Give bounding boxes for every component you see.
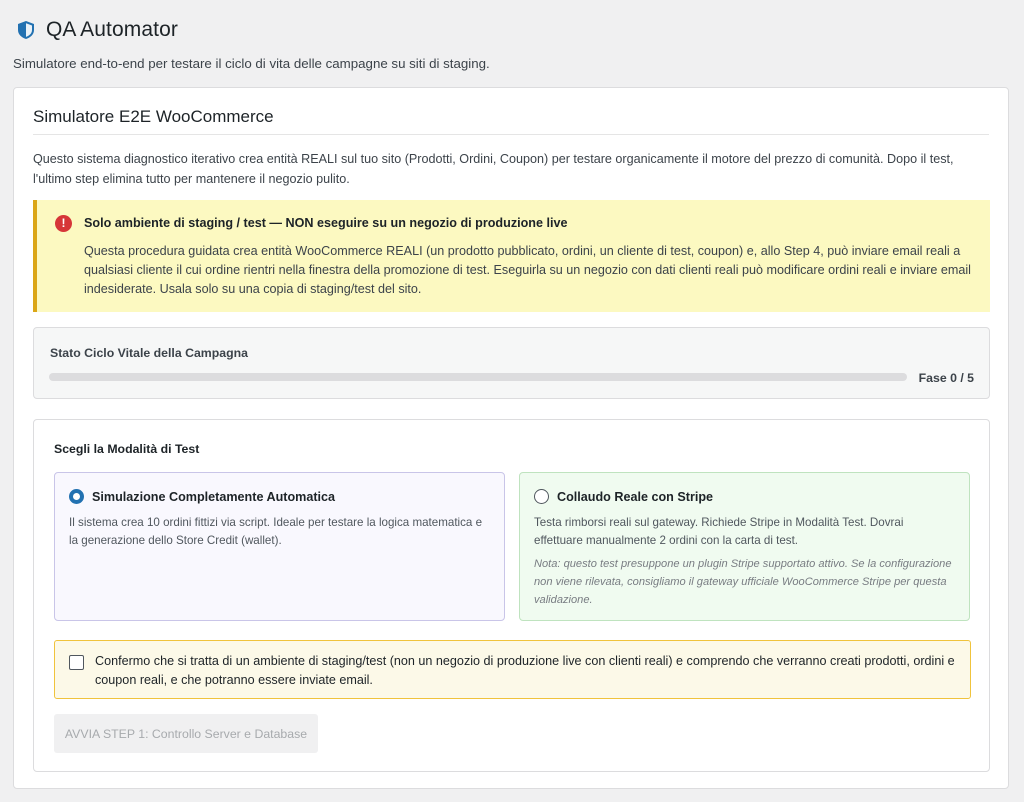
staging-warning-notice [33,200,990,312]
card-title: Simulatore E2E WooCommerce [33,107,274,126]
status-title: Stato Ciclo Vitale della Campagna [50,346,248,360]
radio-stripe[interactable] [534,489,549,504]
phase-label: Fase 0 / 5 [918,371,974,385]
progress-bar [49,373,907,381]
option-note: Nota: questo test presuppone un plugin Stripe supportato attivo. Se la configurazione non viene rilevata, consigliamo il gateway ufficiale WooCommerce Stripe per questa validazione. [534,558,952,606]
option-description: Il sistema crea 10 ordini fittizi via script. Ideale per testare la logica matematica e la generazione dello Store Credit (wallet). [69,516,483,547]
page-title: QA Automator [46,18,178,41]
intro-text: Questo sistema diagnostico iterativo crea entità REALI sul tuo sito (Prodotti, Ordini, Coupon) per testare organicamente il motore del prezzo di comunità. Dopo il test, l'ultimo step elimina tutto per mantenere il negozio pulito. [33,152,954,186]
option-stripe-test[interactable] [519,472,970,621]
simulator-card [13,87,1009,789]
error-icon: ! [55,215,72,232]
page-subtitle: Simulatore end-to-end per testare il ciclo di vita delle campagne su siti di staging. [13,56,490,71]
radio-automatic[interactable] [69,489,84,504]
warning-title: Solo ambiente di staging / test — NON eseguire su un negozio di produzione live [84,216,568,230]
start-step-1-button[interactable]: AVVIA STEP 1: Controllo Server e Database [54,714,318,753]
staging-confirmation[interactable] [54,640,971,699]
test-mode-panel [33,419,990,772]
campaign-status-panel [33,327,990,399]
shield-icon [18,21,34,39]
option-label[interactable]: Simulazione Completamente Automatica [92,490,336,504]
confirm-label[interactable]: Confermo che si tratta di un ambiente di staging/test (non un negozio di produzione live con clienti reali) e comprendo che verranno creati prodotti, ordini e coupon reali, e che potranno essere inviate email. [95,654,955,687]
option-description: Testa rimborsi reali sul gateway. Richiede Stripe in Modalità Test. Dovrai effettuare manualmente 2 ordini con la carta di test. [534,516,904,547]
mode-title: Scegli la Modalità di Test [54,442,200,456]
option-automatic-simulation[interactable] [54,472,505,621]
confirm-checkbox[interactable] [69,655,84,670]
warning-text: Questa procedura guidata crea entità WooCommerce REALI (un prodotto pubblicato, ordini, un cliente di test, coupon) e, allo Step 4, può inviare email reali a qualsiasi cliente il cui ordine rientri nella finestra della promozione di test. Eseguirla su un negozio con dati clienti reali può modificare ordini reali e inviare email indesiderate. Usala solo su una copia di staging/test del sito. [84,244,971,296]
title-divider [33,134,989,135]
page-header [18,18,178,42]
option-label[interactable]: Collaudo Reale con Stripe [557,490,714,504]
